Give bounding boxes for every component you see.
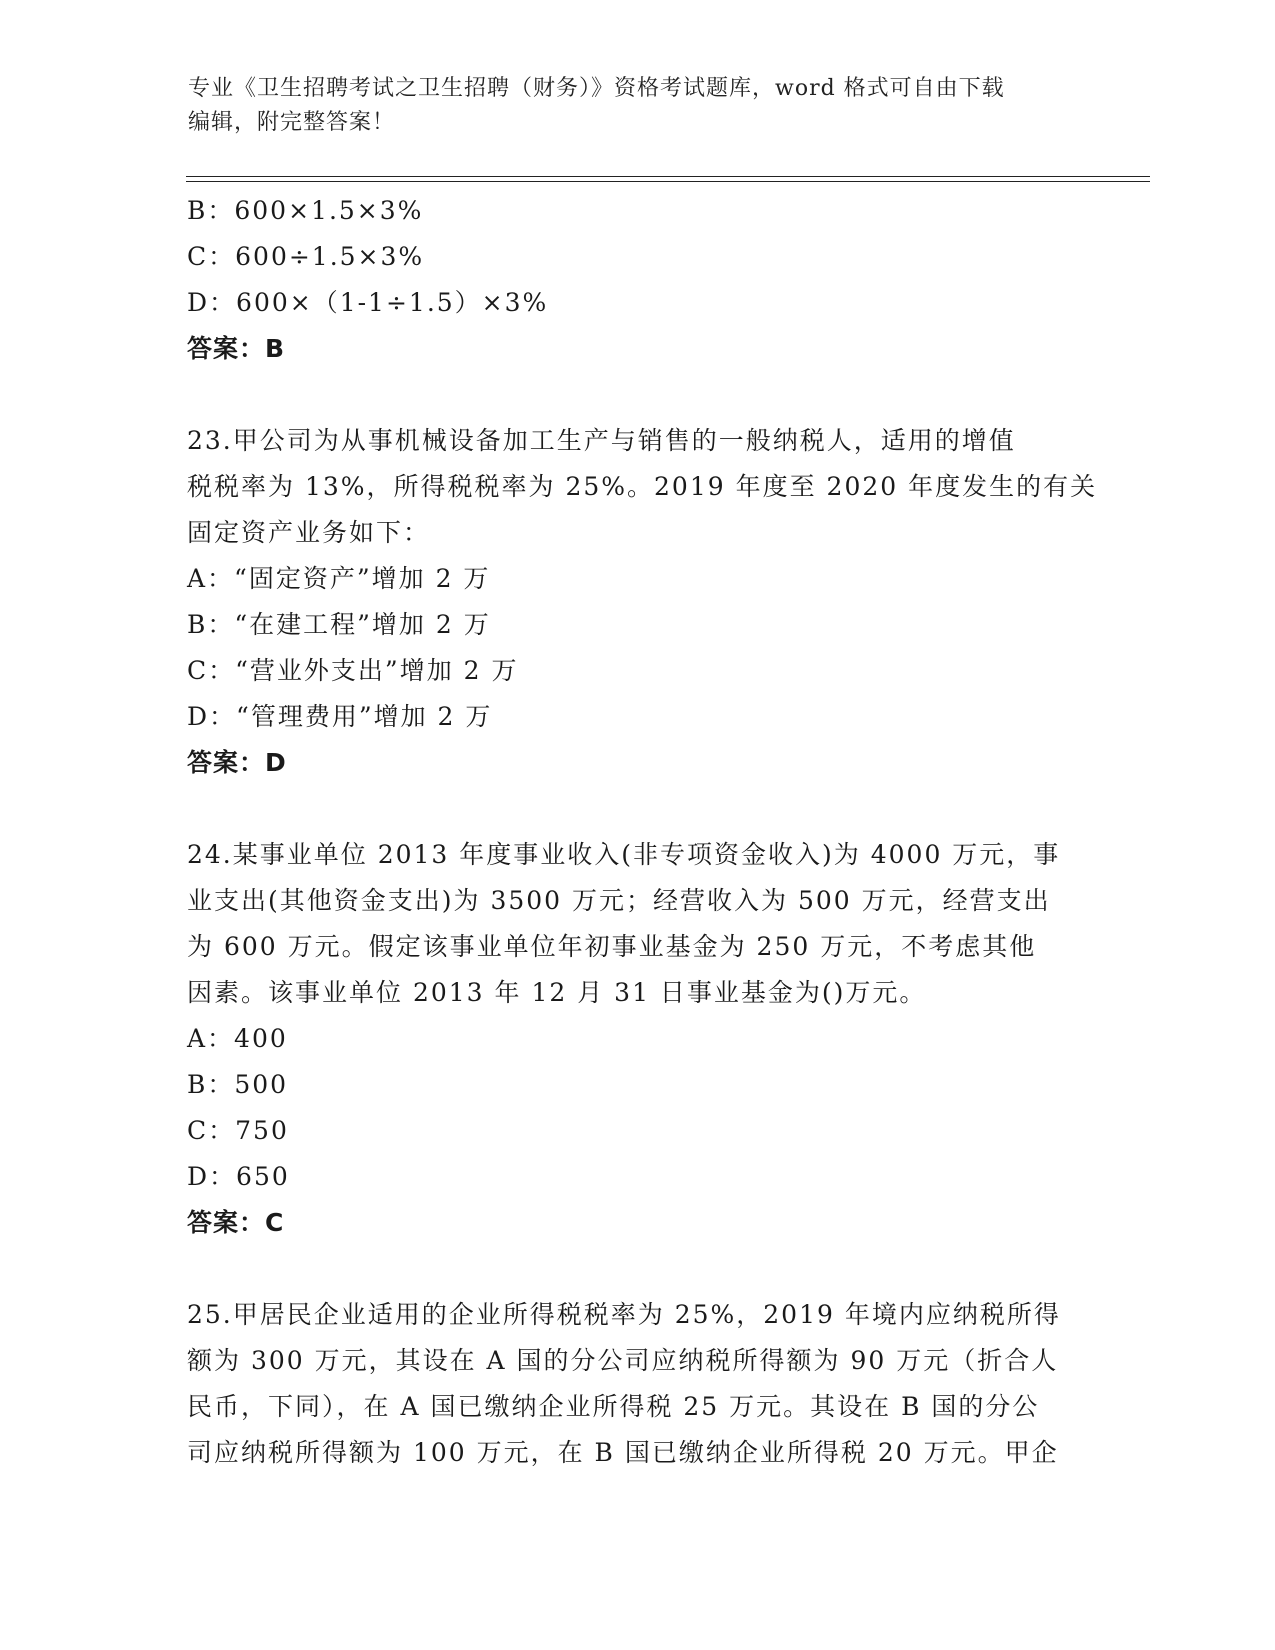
q24-answer: 答案：C xyxy=(187,1208,285,1237)
header-line-1: 专业《卫生招聘考试之卫生招聘（财务）》资格考试题库，word 格式可自由下载 xyxy=(188,76,1005,101)
spacer xyxy=(187,372,1077,418)
q24-option-d: D：650 xyxy=(187,1162,290,1191)
spacer xyxy=(187,786,1077,832)
header-rule-bottom xyxy=(186,181,1150,182)
q23-option-d: D：“管理费用”增加 2 万 xyxy=(187,702,493,731)
page-header xyxy=(188,72,1068,140)
spacer xyxy=(187,1246,1077,1292)
question-content xyxy=(187,188,1098,1476)
q24-stem-line: 为 600 万元。假定该事业单位年初事业基金为 250 万元，不考虑其他 xyxy=(187,932,1037,961)
q24-stem-line: 24.某事业单位 2013 年度事业收入(非专项资金收入)为 4000 万元，事 xyxy=(187,840,1061,869)
q24-stem-line: 因素。该事业单位 2013 年 12 月 31 日事业基金为()万元。 xyxy=(187,978,927,1007)
q23-option-b: B：“在建工程”增加 2 万 xyxy=(187,610,491,639)
q24-option-a: A：400 xyxy=(187,1024,288,1053)
q23-option-a: A：“固定资产”增加 2 万 xyxy=(187,564,491,593)
q23-answer: 答案：D xyxy=(187,748,287,777)
q25-stem-line: 额为 300 万元，其设在 A 国的分公司应纳税所得额为 90 万元（折合人 xyxy=(187,1346,1059,1375)
q23-stem-line: 税税率为 13%，所得税税率为 25%。2019 年度至 2020 年度发生的有关 xyxy=(187,472,1098,501)
q22-option-d: D：600×（1-1÷1.5）×3% xyxy=(187,288,549,317)
q25-stem-line: 民币，下同），在 A 国已缴纳企业所得税 25 万元。其设在 B 国的分公 xyxy=(187,1392,1040,1421)
q23-stem-line: 固定资产业务如下： xyxy=(187,518,431,547)
header-rule-top xyxy=(186,176,1150,177)
header-line-2: 编辑，附完整答案！ xyxy=(188,110,396,135)
q24-option-c: C：750 xyxy=(187,1116,289,1145)
q22-option-c: C：600÷1.5×3% xyxy=(187,242,425,271)
q25-stem-line: 司应纳税所得额为 100 万元，在 B 国已缴纳企业所得税 20 万元。甲企 xyxy=(187,1438,1059,1467)
q25-stem-line: 25.甲居民企业适用的企业所得税税率为 25%，2019 年境内应纳税所得 xyxy=(187,1300,1061,1329)
q23-option-c: C：“营业外支出”增加 2 万 xyxy=(187,656,519,685)
q22-option-b: B：600×1.5×3% xyxy=(187,196,424,225)
q24-stem-line: 业支出(其他资金支出)为 3500 万元；经营收入为 500 万元，经营支出 xyxy=(187,886,1051,915)
q24-option-b: B：500 xyxy=(187,1070,289,1099)
q22-answer: 答案：B xyxy=(187,334,286,363)
q23-stem-line: 23.甲公司为从事机械设备加工生产与销售的一般纳税人，适用的增值 xyxy=(187,426,1016,455)
